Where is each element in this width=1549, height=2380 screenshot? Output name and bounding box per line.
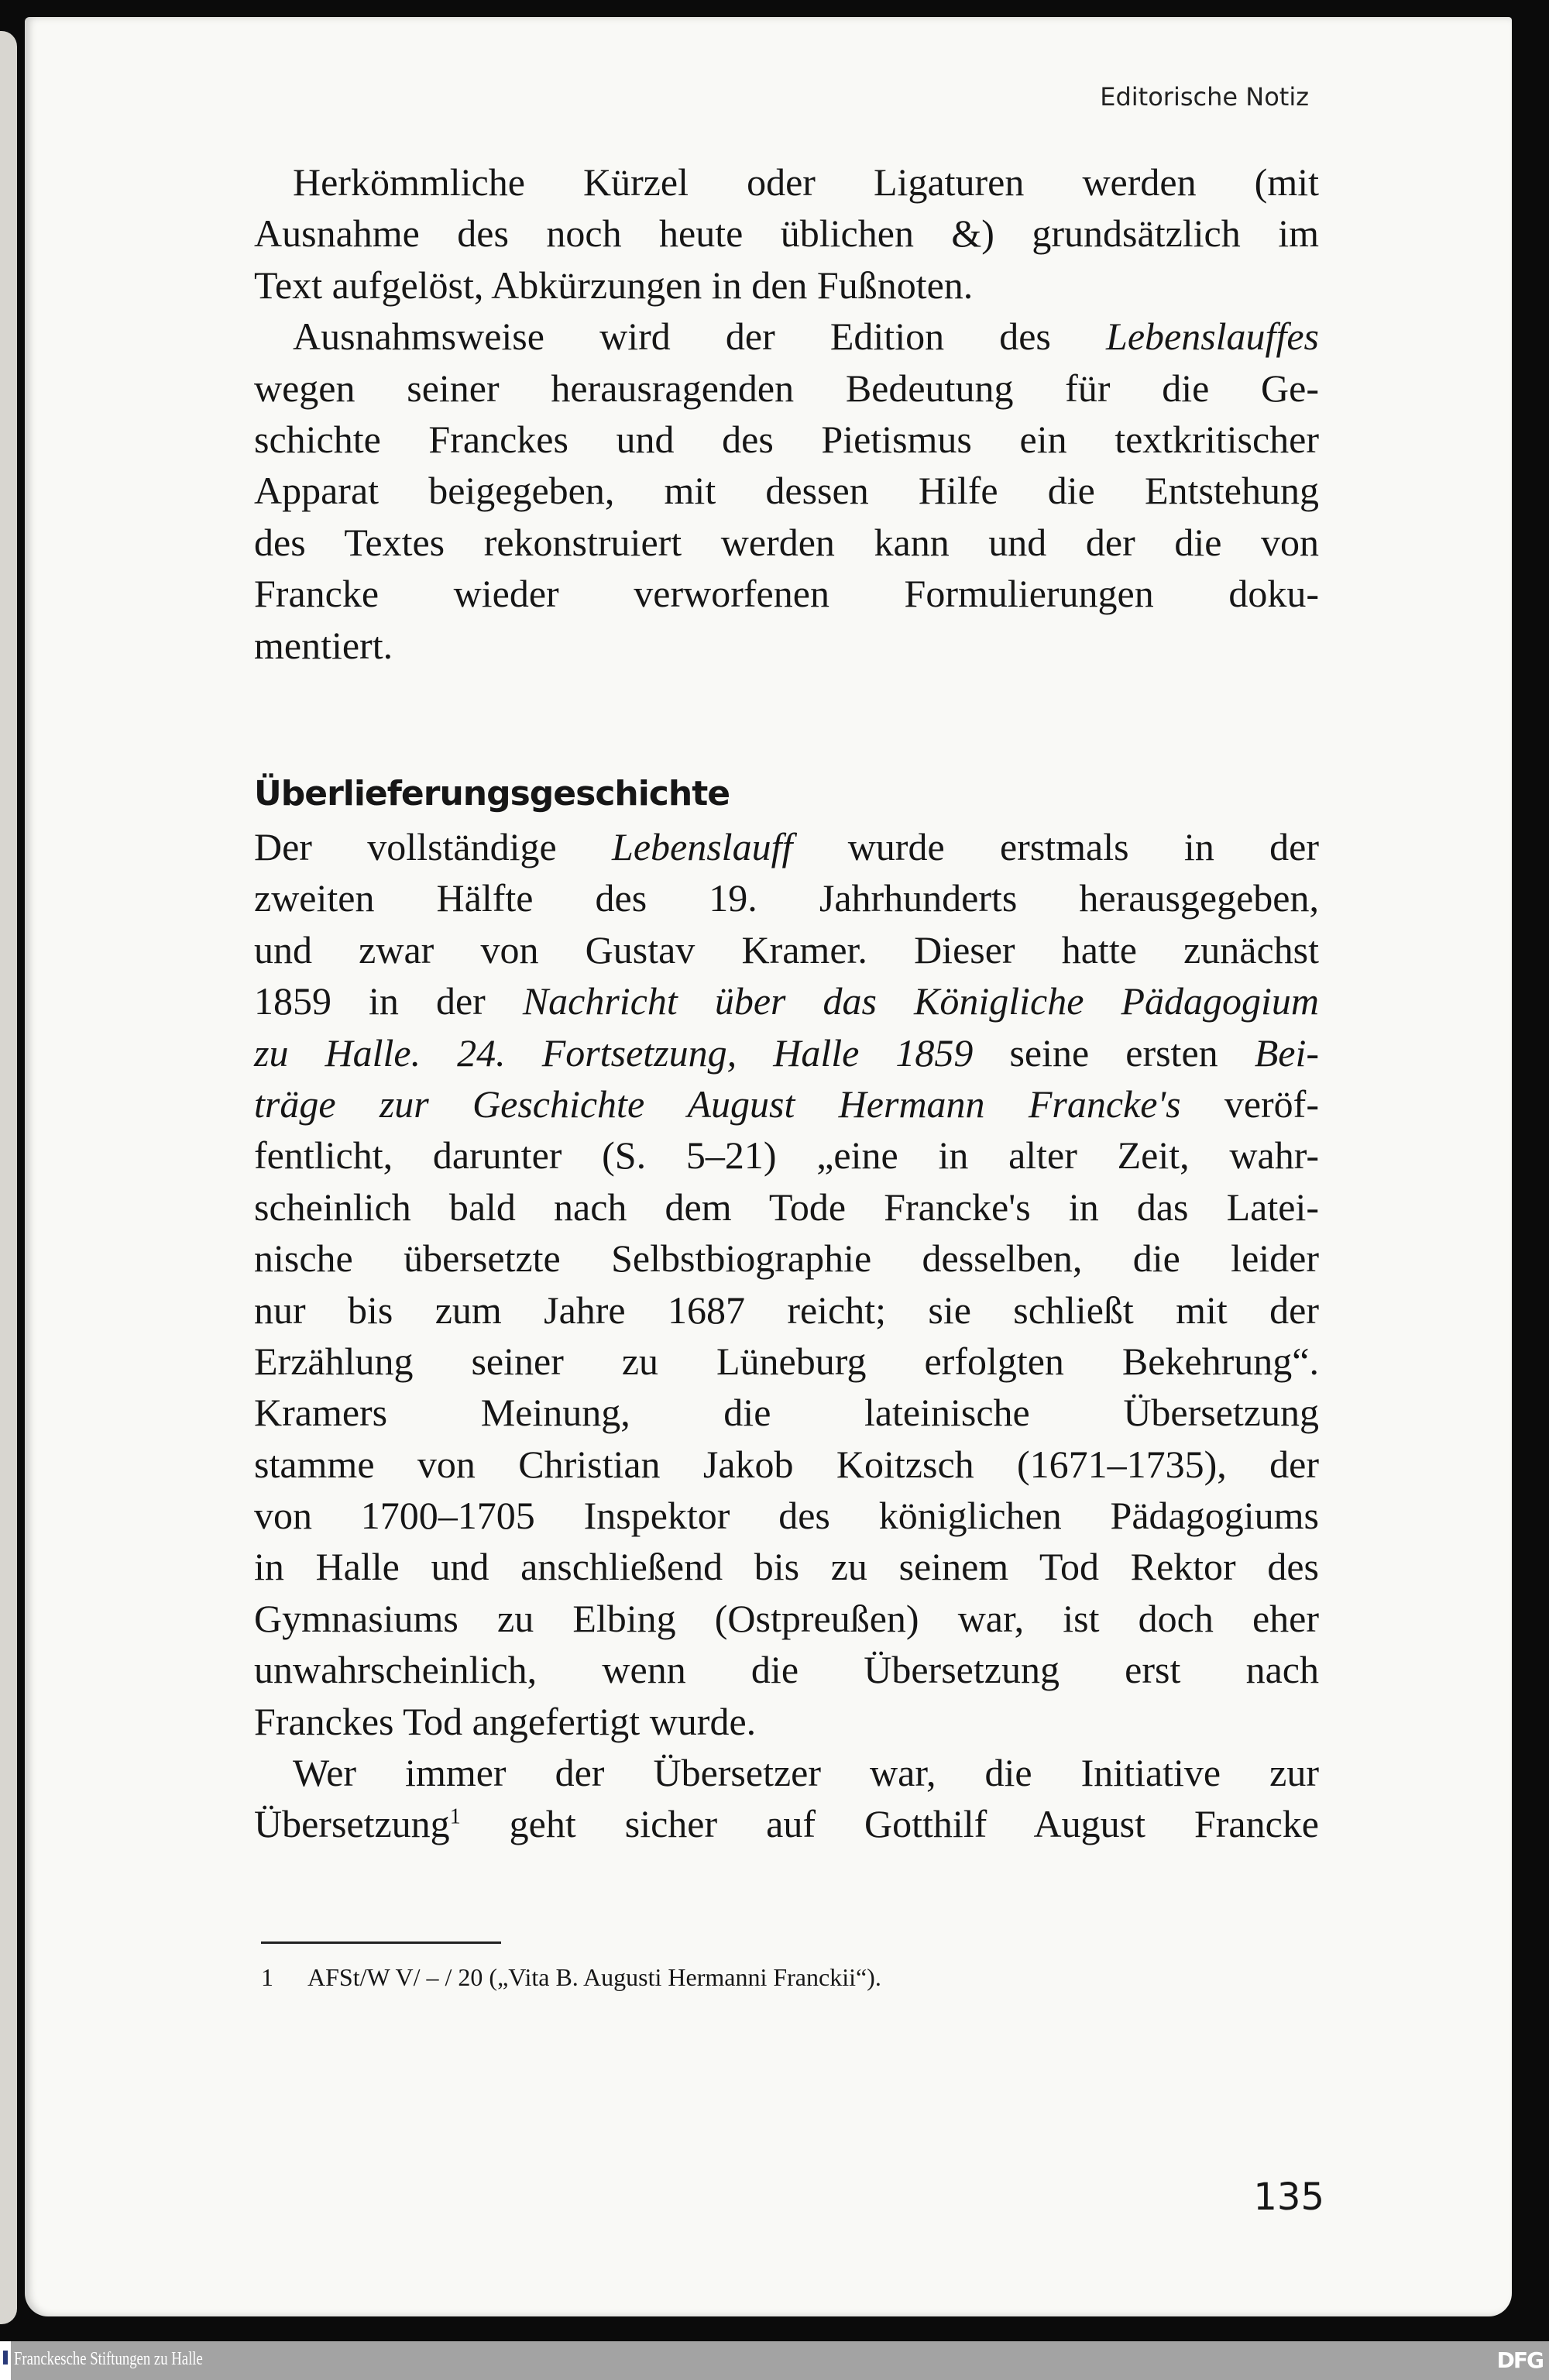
text-line: [254, 1130, 1319, 1181]
text-line: [254, 1798, 1319, 1849]
text-line: [254, 260, 1319, 311]
text-line: [254, 1181, 1319, 1233]
text-segment: Text aufgelöst, Abkürzungen in den Fußnoten.: [254, 263, 974, 307]
italic-text: Lebenslauffes: [1106, 315, 1319, 359]
text-line: [254, 924, 1319, 975]
text-segment: Ausnahmsweise wird der Edition des: [293, 315, 1107, 359]
text-segment: wurde erstmals in der: [792, 825, 1319, 868]
text-segment: stamme von Christian Jakob Koitzsch (1671–1735), der: [254, 1442, 1319, 1486]
text-segment: von 1700–1705 Inspektor des königlichen Pädagogiums: [254, 1494, 1319, 1538]
text-line: [254, 975, 1319, 1027]
footer-bar: [0, 2341, 1549, 2380]
text-line: [254, 821, 1319, 872]
text-line: [254, 1387, 1319, 1438]
text-segment: Wer immer der Übersetzer war, die Initiative zur: [293, 1751, 1319, 1795]
text-line: [254, 1285, 1319, 1336]
institution-name: Franckesche Stiftungen zu Halle: [14, 2349, 203, 2369]
text-line: [254, 414, 1319, 465]
section-heading: Überlieferungsgeschichte: [254, 774, 730, 813]
text-line: [254, 872, 1319, 923]
text-segment: Ausnahme des noch heute üblichen &) grundsätzlich im: [254, 212, 1319, 256]
text-line: [254, 1490, 1319, 1541]
text-segment: fentlicht, darunter (S. 5–21) „eine in alter Zeit, wahr-: [254, 1133, 1319, 1178]
footnote: [261, 1960, 881, 1994]
text-line: [254, 1593, 1319, 1644]
text-segment: Francke wieder verworfenen Formulierungen doku-: [254, 572, 1319, 616]
text-line: [254, 517, 1319, 568]
text-line: [254, 1027, 1319, 1078]
text-segment: 1859 in der: [254, 979, 523, 1023]
italic-text: Lebenslauff: [612, 825, 793, 868]
text-segment: und zwar von Gustav Kramer. Dieser hatte zunächst: [254, 927, 1319, 972]
text-line: [254, 1233, 1319, 1284]
text-segment: Franckes Tod angefertigt wurde.: [254, 1699, 757, 1743]
paragraph-2: [254, 821, 1319, 1850]
text-segment: Übersetzung: [254, 1802, 450, 1846]
text-line: [254, 1696, 1319, 1747]
text-segment: nur bis zum Jahre 1687 reicht; sie schließt mit der: [254, 1288, 1319, 1332]
footnote-text: AFSt/W V/ – / 20 („Vita B. Augusti Hermanni Franckii“).: [307, 1963, 881, 1991]
italic-text: Bei-: [1254, 1030, 1319, 1075]
text-line: [254, 363, 1319, 414]
text-segment: geht sicher auf Gotthilf August Francke: [460, 1802, 1319, 1846]
footnote-number: 1: [261, 1963, 273, 1991]
text-line: [254, 1747, 1319, 1798]
text-segment: scheinlich bald nach dem Tode Francke's in das Latei-: [254, 1185, 1319, 1229]
text-segment: mentiert.: [254, 623, 393, 667]
text-segment: in Halle und anschließend bis zu seinem Tod Rektor des: [254, 1545, 1319, 1589]
text-segment: Der vollständige: [254, 825, 613, 868]
text-segment: unwahrscheinlich, wenn die Übersetzung erst nach: [254, 1648, 1319, 1692]
italic-text: träge zur Geschichte August Hermann Francke's: [254, 1082, 1181, 1126]
text-line: [254, 1644, 1319, 1695]
italic-text: zu Halle. 24. Fortsetzung, Halle 1859: [254, 1030, 974, 1075]
text-segment: Herkömmliche Kürzel oder Ligaturen werden (mit: [293, 160, 1319, 204]
text-segment: veröf-: [1180, 1082, 1319, 1126]
text-line: [254, 1078, 1319, 1130]
footnote-reference: 1: [449, 1804, 461, 1829]
paragraph-1: [254, 156, 1319, 671]
dfg-logo: DFG: [1496, 2347, 1543, 2373]
institution-logo-icon: [0, 2341, 11, 2380]
text-line: [254, 1541, 1319, 1592]
running-head: Editorische Notiz: [1100, 82, 1309, 112]
text-segment: nische übersetzte Selbstbiographie desselben, die leider: [254, 1236, 1319, 1281]
text-line: [254, 311, 1319, 362]
text-segment: Apparat beigegeben, mit dessen Hilfe die Entstehung: [254, 469, 1319, 513]
text-line: [254, 208, 1319, 259]
text-segment: wegen seiner herausragenden Bedeutung für die Ge-: [254, 366, 1319, 410]
text-line: [254, 620, 1319, 671]
text-segment: Erzählung seiner zu Lüneburg erfolgten Bekehrung“.: [254, 1339, 1319, 1383]
page-number: 135: [1253, 2175, 1324, 2219]
text-line: [254, 156, 1319, 208]
text-segment: schichte Franckes und des Pietismus ein textkritischer: [254, 417, 1319, 461]
text-segment: seine ersten: [973, 1030, 1255, 1075]
text-line: [254, 465, 1319, 516]
text-segment: Gymnasiums zu Elbing (Ostpreußen) war, ist doch eher: [254, 1596, 1319, 1640]
text-segment: des Textes rekonstruiert werden kann und der die von: [254, 520, 1319, 564]
text-line: [254, 568, 1319, 619]
italic-text: Nachricht über das Königliche Pädagogium: [522, 979, 1319, 1023]
text-segment: Kramers Meinung, die lateinische Übersetzung: [254, 1391, 1319, 1435]
footnote-rule: [261, 1941, 501, 1944]
text-segment: zweiten Hälfte des 19. Jahrhunderts herausgegeben,: [254, 876, 1319, 920]
text-line: [254, 1439, 1319, 1490]
previous-page-edge: [0, 31, 17, 2324]
text-line: [254, 1336, 1319, 1387]
